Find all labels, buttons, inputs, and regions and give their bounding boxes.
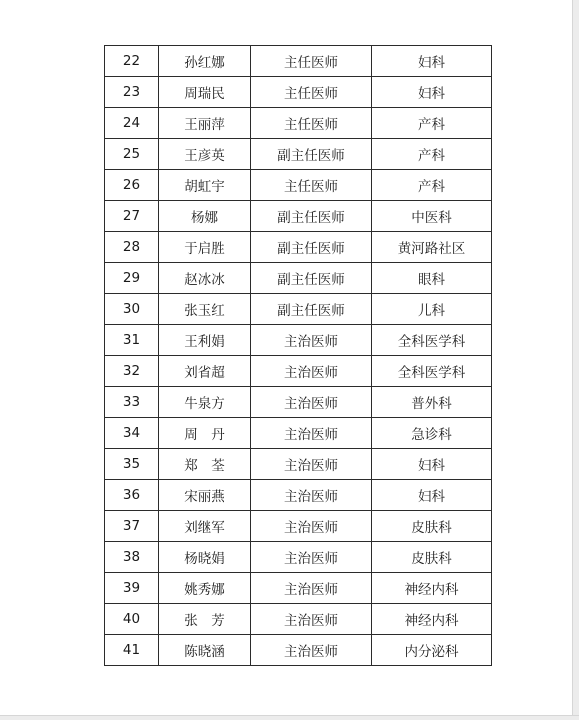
table-row	[105, 542, 492, 573]
doctor-name-cell: 姚秀娜	[159, 573, 251, 604]
row-number-cell: 34	[105, 418, 159, 449]
department-cell: 眼科	[372, 263, 492, 294]
job-title-cell: 主治医师	[251, 511, 372, 542]
table-row	[105, 325, 492, 356]
row-number-cell: 39	[105, 573, 159, 604]
job-title-cell: 副主任医师	[251, 263, 372, 294]
job-title-cell: 主治医师	[251, 325, 372, 356]
job-title-cell: 主任医师	[251, 77, 372, 108]
doctor-name-cell: 郑 荃	[159, 449, 251, 480]
row-number-cell: 37	[105, 511, 159, 542]
row-number-cell: 38	[105, 542, 159, 573]
row-number-cell: 23	[105, 77, 159, 108]
job-title-cell: 主治医师	[251, 418, 372, 449]
table-row	[105, 201, 492, 232]
table-row	[105, 170, 492, 201]
department-cell: 产科	[372, 139, 492, 170]
job-title-cell: 副主任医师	[251, 232, 372, 263]
row-number-cell: 40	[105, 604, 159, 635]
page-bottom-edge	[0, 715, 579, 720]
row-number-cell: 32	[105, 356, 159, 387]
job-title-cell: 主治医师	[251, 356, 372, 387]
department-cell: 急诊科	[372, 418, 492, 449]
row-number-cell: 24	[105, 108, 159, 139]
table-row	[105, 108, 492, 139]
doctor-name-cell: 刘省超	[159, 356, 251, 387]
row-number-cell: 26	[105, 170, 159, 201]
row-number-cell: 25	[105, 139, 159, 170]
job-title-cell: 主治医师	[251, 573, 372, 604]
department-cell: 妇科	[372, 480, 492, 511]
table-row	[105, 263, 492, 294]
doctor-name-cell: 赵冰冰	[159, 263, 251, 294]
table-row	[105, 294, 492, 325]
table-row	[105, 356, 492, 387]
department-cell: 全科医学科	[372, 325, 492, 356]
doctor-name-cell: 刘继军	[159, 511, 251, 542]
department-cell: 神经内科	[372, 573, 492, 604]
doctor-name-cell: 胡虹宇	[159, 170, 251, 201]
department-cell: 中医科	[372, 201, 492, 232]
job-title-cell: 主治医师	[251, 604, 372, 635]
job-title-cell: 主治医师	[251, 542, 372, 573]
department-cell: 儿科	[372, 294, 492, 325]
job-title-cell: 副主任医师	[251, 294, 372, 325]
job-title-cell: 副主任医师	[251, 139, 372, 170]
doctor-name-cell: 王丽萍	[159, 108, 251, 139]
doctor-name-cell: 周瑞民	[159, 77, 251, 108]
table-row	[105, 387, 492, 418]
doctor-name-cell: 周 丹	[159, 418, 251, 449]
row-number-cell: 29	[105, 263, 159, 294]
department-cell: 产科	[372, 108, 492, 139]
row-number-cell: 22	[105, 46, 159, 77]
department-cell: 妇科	[372, 449, 492, 480]
roster-body	[105, 46, 492, 666]
doctor-name-cell: 孙红娜	[159, 46, 251, 77]
table-row	[105, 232, 492, 263]
table-row	[105, 418, 492, 449]
doctor-name-cell: 于启胜	[159, 232, 251, 263]
table-row	[105, 573, 492, 604]
department-cell: 妇科	[372, 77, 492, 108]
row-number-cell: 30	[105, 294, 159, 325]
doctor-name-cell: 王彦英	[159, 139, 251, 170]
doctor-name-cell: 牛泉方	[159, 387, 251, 418]
department-cell: 妇科	[372, 46, 492, 77]
job-title-cell: 主任医师	[251, 108, 372, 139]
job-title-cell: 主治医师	[251, 387, 372, 418]
row-number-cell: 35	[105, 449, 159, 480]
department-cell: 皮肤科	[372, 542, 492, 573]
table-row	[105, 449, 492, 480]
job-title-cell: 主任医师	[251, 46, 372, 77]
job-title-cell: 主治医师	[251, 635, 372, 666]
department-cell: 全科医学科	[372, 356, 492, 387]
doctor-name-cell: 张 芳	[159, 604, 251, 635]
row-number-cell: 33	[105, 387, 159, 418]
job-title-cell: 副主任医师	[251, 201, 372, 232]
department-cell: 皮肤科	[372, 511, 492, 542]
row-number-cell: 31	[105, 325, 159, 356]
job-title-cell: 主治医师	[251, 480, 372, 511]
department-cell: 黄河路社区	[372, 232, 492, 263]
doctor-name-cell: 王利娟	[159, 325, 251, 356]
table-row	[105, 480, 492, 511]
doctor-name-cell: 杨娜	[159, 201, 251, 232]
job-title-cell: 主治医师	[251, 449, 372, 480]
doctor-name-cell: 陈晓涵	[159, 635, 251, 666]
doctor-name-cell: 杨晓娟	[159, 542, 251, 573]
doctor-name-cell: 张玉红	[159, 294, 251, 325]
department-cell: 产科	[372, 170, 492, 201]
department-cell: 内分泌科	[372, 635, 492, 666]
row-number-cell: 27	[105, 201, 159, 232]
table-row	[105, 511, 492, 542]
table-row	[105, 46, 492, 77]
doctor-name-cell: 宋丽燕	[159, 480, 251, 511]
department-cell: 神经内科	[372, 604, 492, 635]
page-right-edge	[572, 0, 579, 720]
table-row	[105, 635, 492, 666]
row-number-cell: 41	[105, 635, 159, 666]
doctor-roster-table	[104, 45, 492, 666]
department-cell: 普外科	[372, 387, 492, 418]
table-row	[105, 139, 492, 170]
row-number-cell: 28	[105, 232, 159, 263]
row-number-cell: 36	[105, 480, 159, 511]
table-row	[105, 77, 492, 108]
job-title-cell: 主任医师	[251, 170, 372, 201]
table-row	[105, 604, 492, 635]
